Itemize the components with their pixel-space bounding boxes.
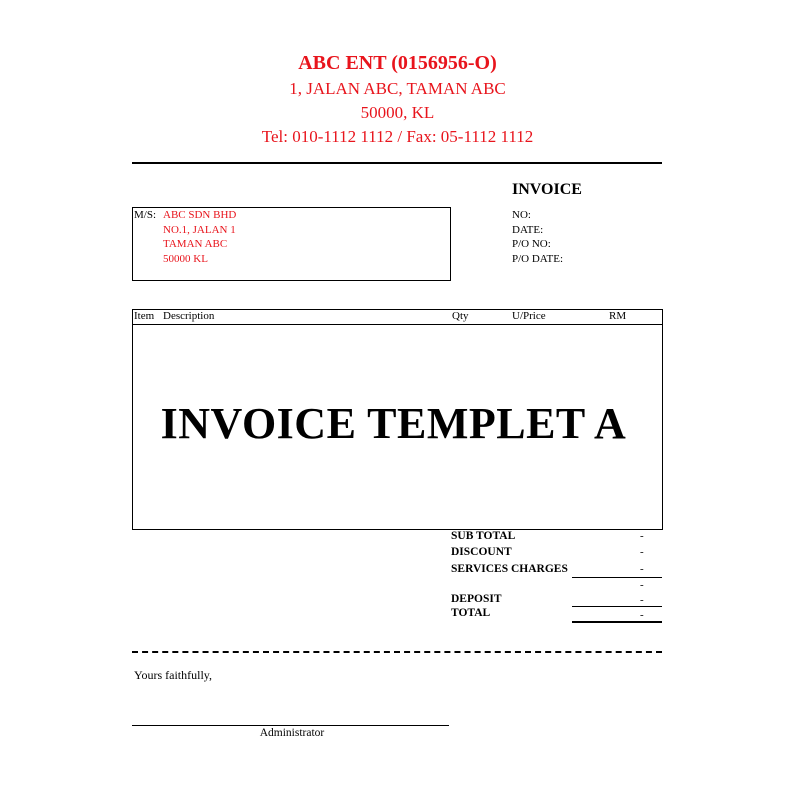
customer-line: ABC SDN BHD bbox=[163, 209, 237, 221]
discount-value: - bbox=[640, 546, 644, 558]
po-no-label: P/O NO: bbox=[512, 238, 551, 250]
subtotal-value: - bbox=[640, 530, 644, 542]
customer-label: M/S: bbox=[134, 209, 157, 221]
customer-line: TAMAN ABC bbox=[163, 238, 228, 250]
deposit-underline bbox=[572, 606, 662, 607]
customer-line: NO.1, JALAN 1 bbox=[163, 223, 236, 236]
signature-line bbox=[132, 725, 449, 726]
services-underline bbox=[572, 577, 662, 578]
services-charges-value: - bbox=[640, 563, 644, 575]
company-address-line2: 50000, KL bbox=[360, 103, 435, 122]
header-qty: Qty bbox=[452, 310, 469, 322]
services-charges-label: SERVICES CHARGES bbox=[451, 563, 568, 575]
closing-text: Yours faithfully, bbox=[134, 668, 213, 682]
company-name: ABC ENT (0156956-O) bbox=[298, 52, 497, 74]
po-date-label: P/O DATE: bbox=[512, 252, 564, 265]
customer-address bbox=[163, 208, 236, 266]
signatory-title: Administrator bbox=[259, 727, 325, 739]
header-description: Description bbox=[163, 310, 215, 322]
footer-dashed-divider bbox=[132, 651, 662, 653]
invoice-date-label: DATE: bbox=[512, 223, 544, 236]
header-rm: RM bbox=[609, 310, 627, 322]
customer-line: 50000 KL bbox=[163, 252, 208, 265]
header-item: Item bbox=[134, 310, 155, 322]
items-header-divider bbox=[132, 324, 663, 325]
blank-row-value: - bbox=[640, 579, 644, 591]
header-uprice: U/Price bbox=[512, 310, 546, 322]
invoice-no-label: NO: bbox=[512, 209, 531, 221]
company-address-line1: 1, JALAN ABC, TAMAN ABC bbox=[289, 79, 506, 98]
total-value: - bbox=[640, 609, 644, 621]
subtotal-label: SUB TOTAL bbox=[451, 530, 516, 542]
discount-label: DISCOUNT bbox=[451, 546, 512, 558]
template-watermark: INVOICE TEMPLET A bbox=[160, 399, 627, 448]
invoice-meta bbox=[512, 208, 563, 266]
total-label: TOTAL bbox=[451, 607, 491, 619]
header-divider bbox=[132, 162, 662, 164]
deposit-value: - bbox=[640, 594, 644, 606]
invoice-title: INVOICE bbox=[512, 181, 582, 198]
company-contact: Tel: 010-1112 1112 / Fax: 05-1112 1112 bbox=[261, 127, 534, 146]
deposit-label: DEPOSIT bbox=[451, 593, 502, 605]
total-double-underline bbox=[572, 621, 662, 623]
